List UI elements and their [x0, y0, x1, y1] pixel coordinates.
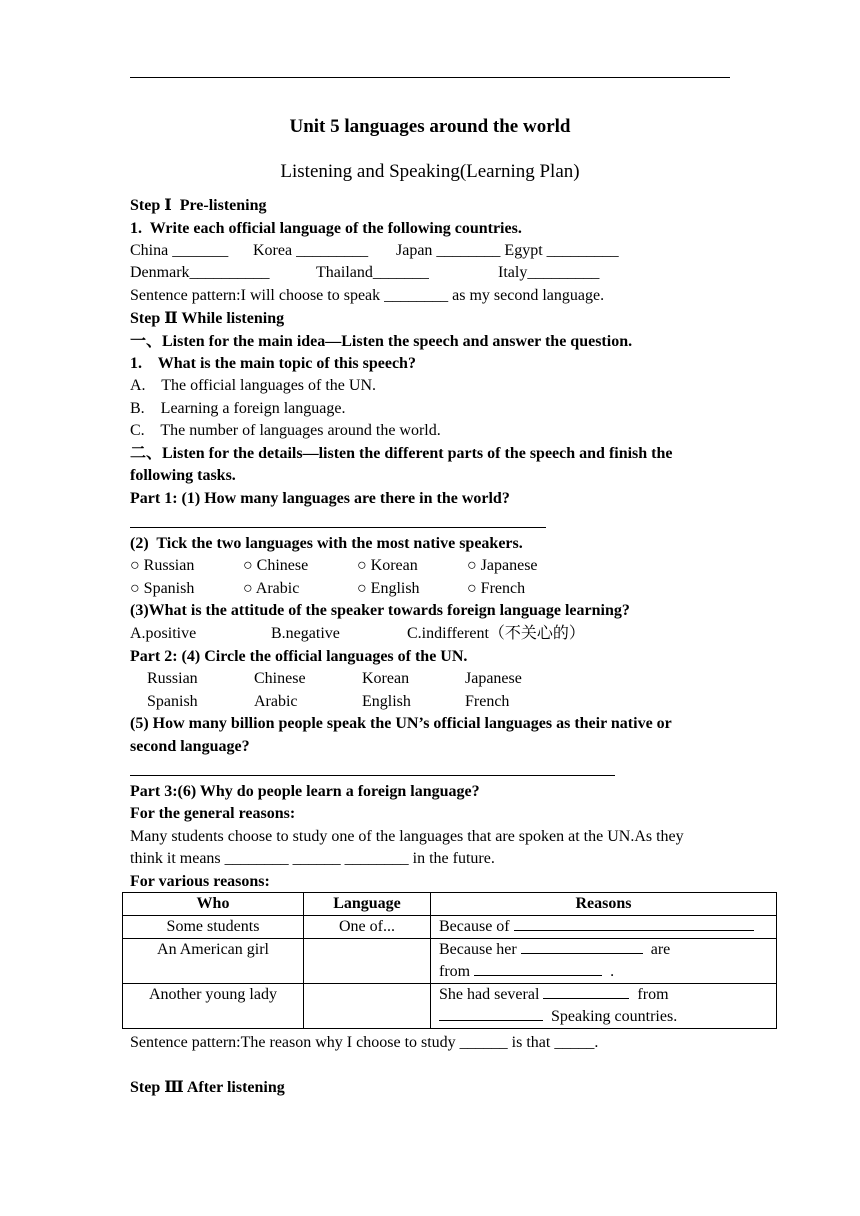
page-title: Unit 5 languages around the world — [289, 116, 571, 137]
part2-question-5-line1: (5) How many billion people speak the UN’s official languages as their native or — [130, 715, 672, 732]
row2-language — [304, 939, 431, 984]
row2-reason-tail-b: . — [610, 963, 615, 980]
table-header-language: Language — [304, 893, 431, 916]
part1-question-2: (2) Tick the two languages with the most native speakers. — [130, 535, 523, 552]
answer-line-1 — [130, 527, 546, 528]
circle-english: English — [362, 693, 411, 710]
row2-blank-a[interactable] — [521, 939, 643, 954]
table-header-who: Who — [123, 893, 304, 916]
tick-japanese[interactable]: ○ Japanese — [467, 557, 538, 574]
circle-korean: Korean — [362, 670, 410, 687]
country-italy: Italy_________ — [498, 264, 600, 281]
option-a: A. The official languages of the UN. — [130, 377, 377, 394]
circle-arabic: Arabic — [254, 693, 298, 710]
part1-question-1: Part 1: (1) How many languages are there in the world? — [130, 490, 510, 507]
row1-blank[interactable] — [514, 916, 754, 931]
reasons-table — [122, 892, 777, 1029]
row1-who: Some students — [123, 916, 304, 939]
row2-reasons — [431, 939, 777, 984]
row2-reason-tail-a: are — [650, 941, 671, 958]
row3-reasons — [431, 984, 777, 1029]
row2-reason-text-a: Because her — [439, 941, 517, 958]
row1-reason-text: Because of — [439, 918, 510, 935]
row3-reason-tail-a: from — [637, 986, 669, 1003]
tick-spanish[interactable]: ○ Spanish — [130, 580, 195, 597]
option-c: C. The number of languages around the world. — [130, 422, 441, 439]
table-row — [123, 939, 777, 984]
row3-blank-a[interactable] — [543, 984, 629, 999]
row1-language: One of... — [304, 916, 431, 939]
row3-reason-text-b: Speaking countries. — [551, 1008, 678, 1025]
circle-russian: Russian — [147, 670, 198, 687]
tick-russian[interactable]: ○ Russian — [130, 557, 195, 574]
answer-line-2 — [130, 775, 615, 776]
step1-heading: Step Ⅰ Pre-listening — [130, 197, 267, 214]
row2-blank-b[interactable] — [474, 961, 602, 976]
various-reasons-heading: For various reasons: — [130, 873, 270, 890]
top-rule — [130, 77, 730, 78]
general-reasons-heading: For the general reasons: — [130, 805, 296, 822]
circle-chinese: Chinese — [254, 670, 306, 687]
part2-question-5-line2: second language? — [130, 738, 250, 755]
row1-reasons — [431, 916, 777, 939]
tick-korean[interactable]: ○ Korean — [357, 557, 418, 574]
row3-language — [304, 984, 431, 1029]
step2-sentence-pattern: Sentence pattern:The reason why I choose to study ______ is that _____. — [130, 1034, 599, 1051]
country-korea: Korea _________ — [253, 242, 369, 259]
table-row — [123, 916, 777, 939]
row2-reason-text-b: from — [439, 963, 471, 980]
country-denmark: Denmark__________ — [130, 264, 270, 281]
country-china: China _______ — [130, 242, 229, 259]
details-instruction-1: 二、Listen for the details—listen the different parts of the speech and finish the — [130, 445, 673, 462]
main-idea-instruction: 一、Listen for the main idea—Listen the speech and answer the question. — [130, 333, 633, 350]
row3-who: Another young lady — [123, 984, 304, 1029]
attitude-a: A.positive — [130, 625, 197, 642]
circle-french: French — [465, 693, 510, 710]
tick-arabic[interactable]: ○ Arabic — [243, 580, 300, 597]
main-topic-question: 1. What is the main topic of this speech? — [130, 355, 416, 372]
step1-question: 1. Write each official language of the following countries. — [130, 220, 522, 237]
part2-question-4: Part 2: (4) Circle the official languages of the UN. — [130, 648, 468, 665]
country-japan-egypt: Japan ________ Egypt _________ — [396, 242, 619, 259]
table-header-reasons: Reasons — [431, 893, 777, 916]
step3-heading: Step Ⅲ After listening — [130, 1079, 285, 1096]
part1-question-3: (3)What is the attitude of the speaker towards foreign language learning? — [130, 602, 630, 619]
page-subtitle: Listening and Speaking(Learning Plan) — [280, 161, 580, 182]
circle-spanish: Spanish — [147, 693, 198, 710]
tick-french[interactable]: ○ French — [467, 580, 526, 597]
circle-japanese: Japanese — [465, 670, 522, 687]
attitude-b: B.negative — [271, 625, 340, 642]
row2-who: An American girl — [123, 939, 304, 984]
row3-reason-text-a: She had several — [439, 986, 540, 1003]
part3-question-6: Part 3:(6) Why do people learn a foreign language? — [130, 783, 480, 800]
attitude-c: C.indifferent（不关心的） — [407, 625, 585, 642]
step2-heading: Step Ⅱ While listening — [130, 310, 285, 327]
tick-chinese[interactable]: ○ Chinese — [243, 557, 309, 574]
option-b: B. Learning a foreign language. — [130, 400, 346, 417]
row3-blank-b[interactable] — [439, 1006, 543, 1021]
country-thailand: Thailand_______ — [316, 264, 429, 281]
general-reasons-text-1: Many students choose to study one of the languages that are spoken at the UN.As they — [130, 828, 684, 845]
general-reasons-text-2: think it means ________ ______ ________ in the future. — [130, 850, 495, 867]
step1-sentence-pattern: Sentence pattern:I will choose to speak ________ as my second language. — [130, 287, 605, 304]
tick-english[interactable]: ○ English — [357, 580, 420, 597]
table-row — [123, 984, 777, 1029]
details-instruction-2: following tasks. — [130, 467, 236, 484]
table-header-row — [123, 893, 777, 916]
